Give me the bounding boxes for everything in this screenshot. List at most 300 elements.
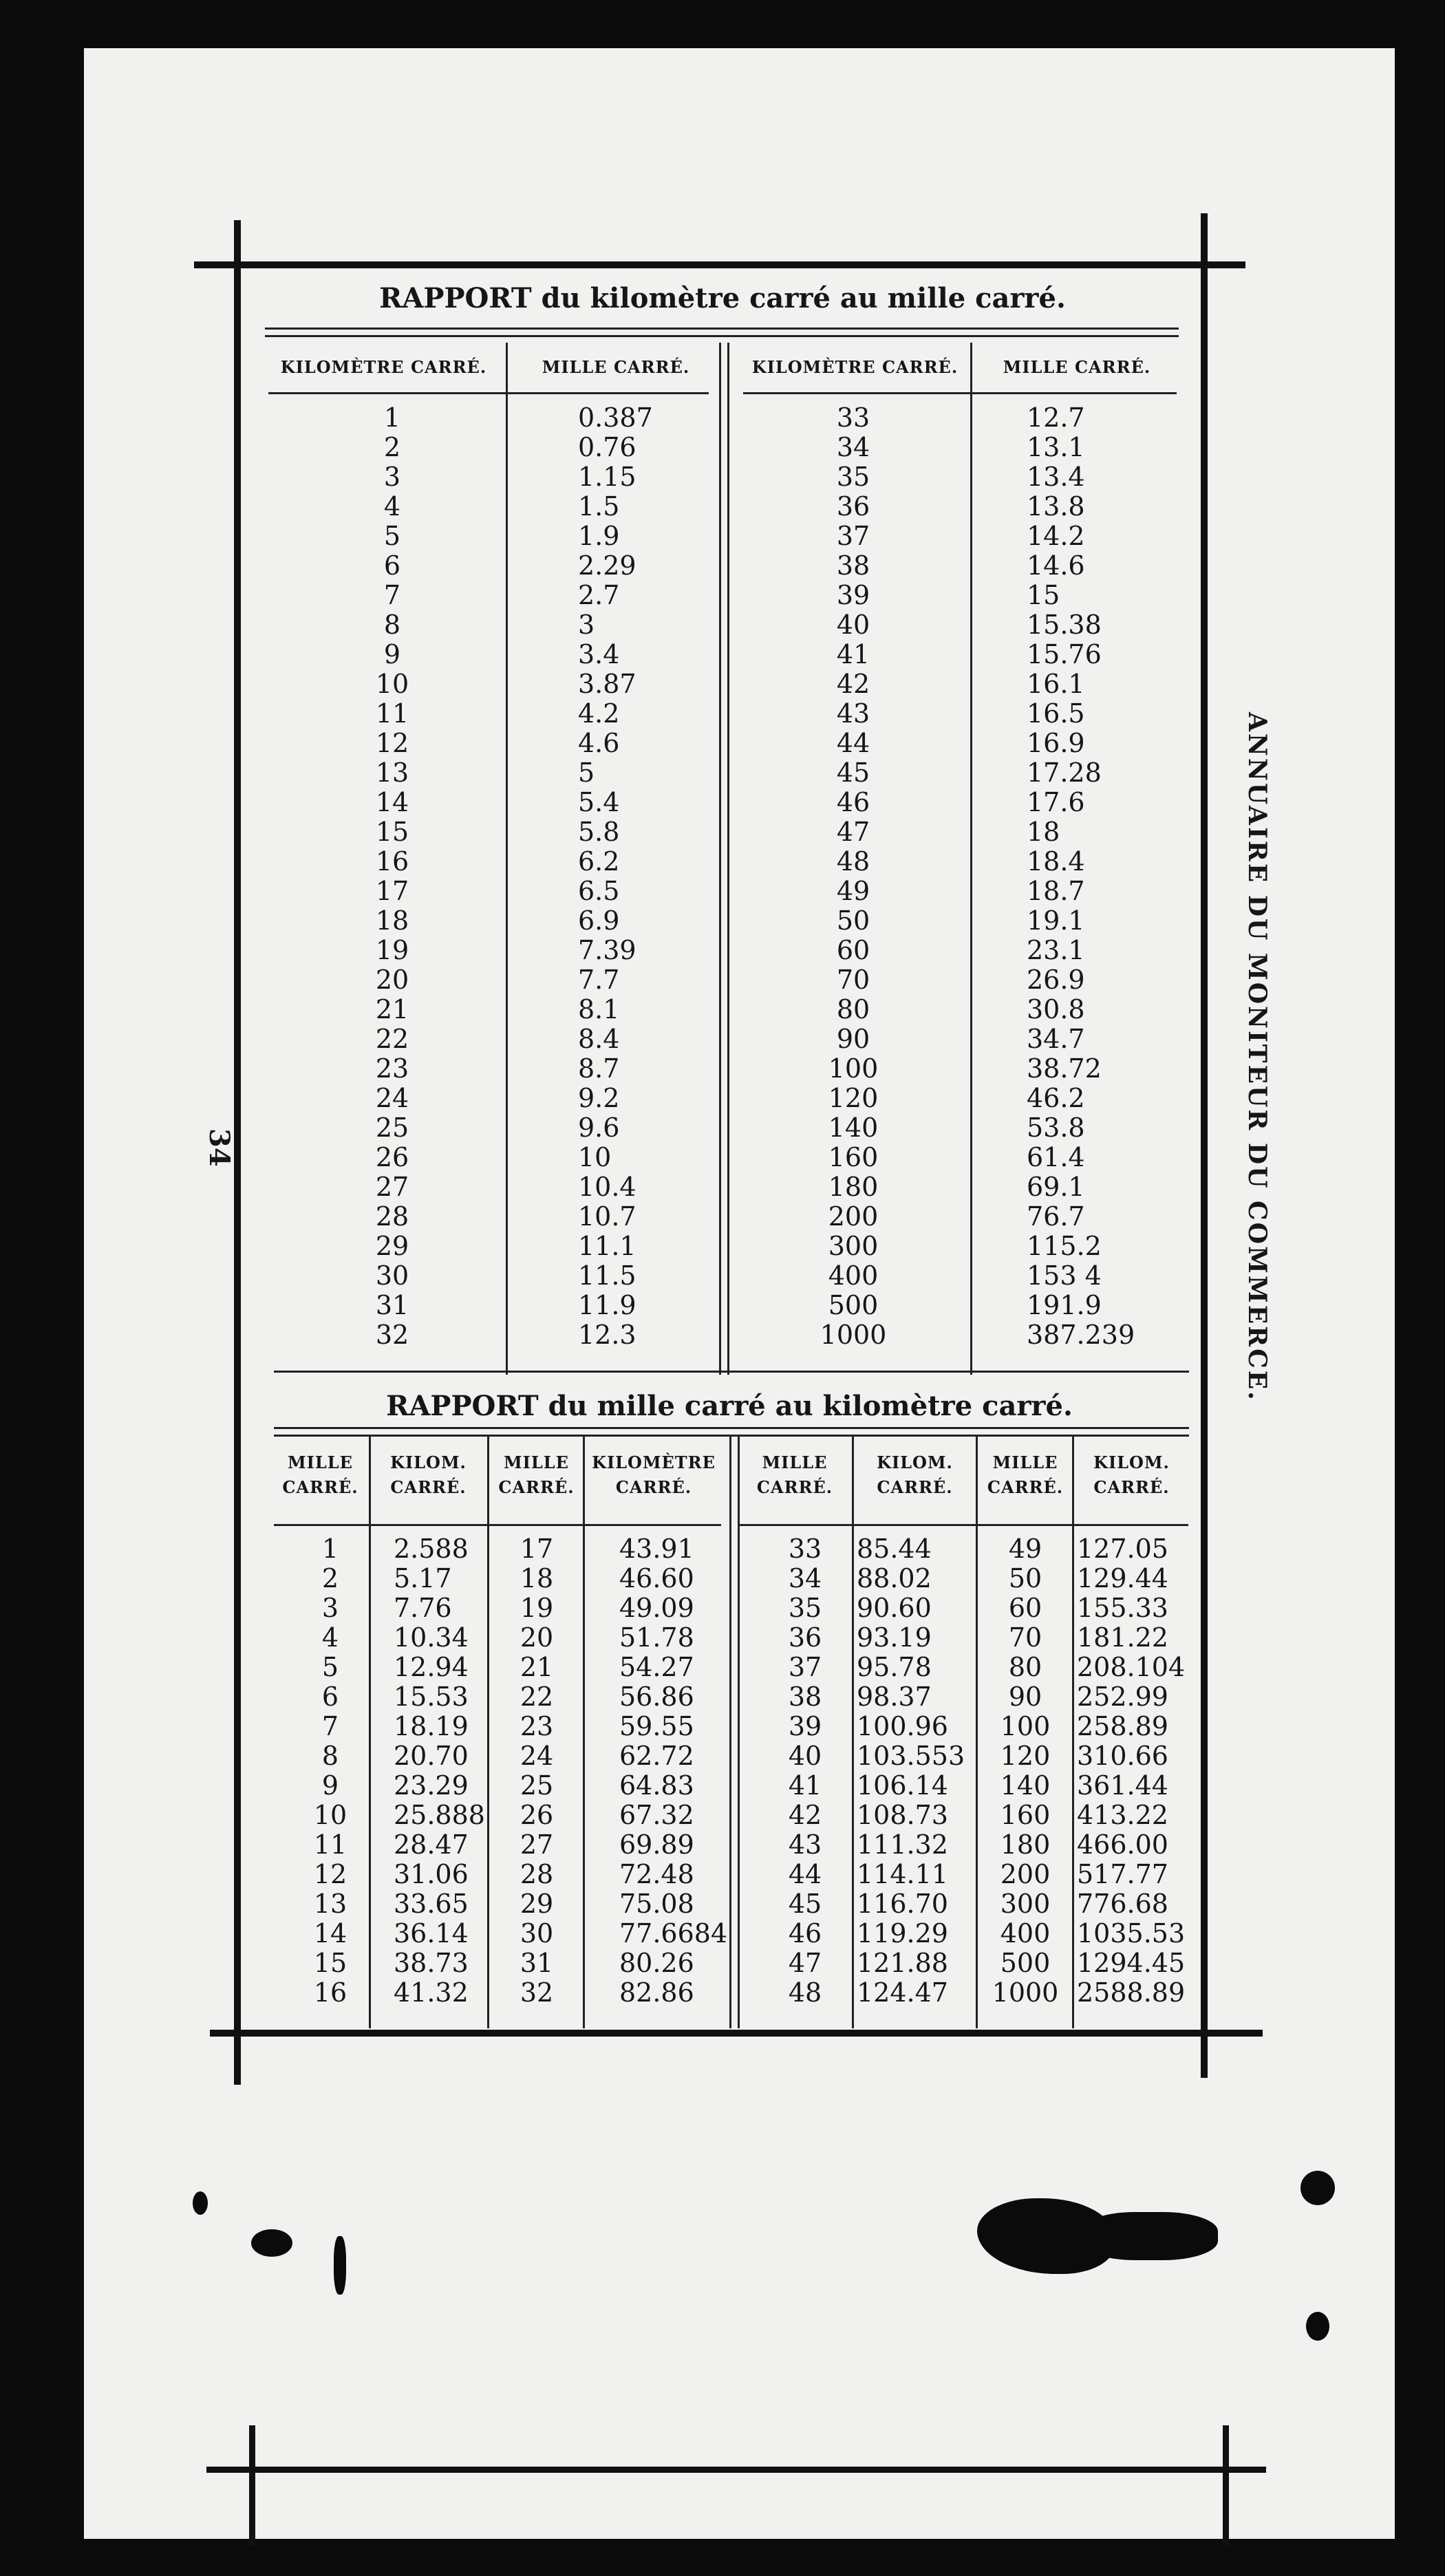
table1-cell: 4.6 [578,728,620,758]
table2-cell: 500 [1000,1948,1051,1978]
table2-cell: 4 [321,1622,339,1653]
table1-cell: 14.6 [1027,550,1085,581]
header-line: CARRÉ. [615,1477,692,1497]
table1-cell: 7 [383,580,401,610]
bottom-frame-rule [210,2030,1263,2037]
table2-cell: 400 [1000,1918,1051,1949]
table1-cell: 5.4 [578,787,620,817]
header-line: KILOM. [1093,1452,1170,1472]
table2-cell: 5 [321,1652,339,1682]
table2-header-mille-4 [977,1450,1073,1500]
table2-cell: 69.89 [619,1829,694,1860]
table2-header-mille [274,1450,367,1500]
table1-cell: 387.239 [1027,1320,1135,1350]
table2-cell: 120 [1000,1741,1051,1771]
table1-center-divider [727,343,729,1375]
table1-cell: 16.9 [1027,728,1085,758]
table1-bottom-rule [274,1371,1189,1373]
table1-cell: 18 [1027,817,1060,847]
table2-cell: 160 [1000,1800,1051,1830]
table1-cell: 15.76 [1027,639,1102,669]
table1-cell: 17.6 [1027,787,1085,817]
table1-cell: 47 [836,817,870,847]
table1-cell: 26.9 [1027,965,1085,995]
table2-cell: 67.32 [619,1800,694,1830]
table2-cell: 258.89 [1077,1711,1168,1741]
table1-cell: 6.5 [578,876,620,906]
table1-header-rule-right [743,392,1177,394]
table1-cell: 69.1 [1027,1172,1085,1202]
table1-cell: 5.8 [578,817,620,847]
table2-cell: 56.86 [619,1682,694,1712]
header-line: MILLE [762,1452,828,1472]
table2-cell: 10.34 [394,1622,469,1653]
table1-center-divider [719,343,721,1375]
table2-col-mille-3 [771,1534,839,2008]
table1-cell: 44 [836,728,870,758]
table2-cell: 3 [321,1593,339,1623]
table1-header-kilometre-carre-2: KILOMÈTRE CARRÉ. [751,357,959,377]
table2-cell: 51.78 [619,1622,694,1653]
table1-cell: 9.2 [578,1083,620,1113]
table1-cell: 70 [836,965,870,995]
table1-cell: 11.5 [578,1260,636,1291]
table2-col-divider [852,1437,854,2028]
table2-cell: 114.11 [857,1859,948,1889]
table1-cell: 4.2 [578,698,620,729]
document-page [84,48,1395,2539]
table1-cell: 22 [375,1024,409,1054]
table2-cell: 38 [788,1682,822,1712]
table1-cell: 13.4 [1027,462,1085,492]
table2-cell: 180 [1000,1829,1051,1860]
table2-cell: 49 [1008,1534,1042,1564]
table2-cell: 75.08 [619,1889,694,1919]
table2-cell: 43 [788,1829,822,1860]
table2-header-kilom-2 [855,1450,975,1500]
table1-cell: 13.8 [1027,491,1085,522]
table1-cell: 5 [383,521,401,551]
table2-cell: 517.77 [1077,1859,1168,1889]
table2-cell: 28 [520,1859,554,1889]
table1-cell: 4 [383,491,401,522]
table2-cell: 90.60 [857,1593,932,1623]
header-line: KILOM. [390,1452,467,1472]
table1-cell: 10.7 [578,1201,636,1232]
table1-cell: 46.2 [1027,1083,1085,1113]
table1-cell: 16.5 [1027,698,1085,729]
table1-cell: 12.3 [578,1320,636,1350]
table2-cell: 208.104 [1077,1652,1186,1682]
ink-blot [193,2191,208,2215]
header-line: CARRÉ. [756,1477,833,1497]
table2-col-kilometre [619,1534,728,2008]
table1-cell: 6 [383,550,401,581]
table1-cell: 10 [375,669,409,699]
table1-cell: 61.4 [1027,1142,1085,1172]
table1-cell: 32 [375,1320,409,1350]
table2-col-divider [1072,1437,1074,2028]
table1-cell: 100 [828,1053,879,1084]
table2-cell: 119.29 [857,1918,948,1949]
table2-cell: 46.60 [619,1563,694,1593]
table2-cell: 35 [788,1593,822,1623]
table2-col-mille-4 [981,1534,1070,2008]
table2-cell: 80 [1008,1652,1042,1682]
header-line: CARRÉ. [498,1477,575,1497]
table2-cell: 1000 [992,1977,1059,2008]
table1-cell: 115.2 [1027,1231,1102,1261]
table2-title: RAPPORT du mille carré au kilomètre carré. [386,1390,1073,1422]
table2-cell: 41 [788,1770,822,1801]
table1-cell: 6.2 [578,846,620,877]
table2-cell: 20.70 [394,1741,469,1771]
table1-cell: 500 [828,1290,879,1320]
ink-blot [1306,2312,1329,2341]
table2-cell: 90 [1008,1682,1042,1712]
table2-cell: 776.68 [1077,1889,1168,1919]
table2-header-rule-right [740,1524,1188,1526]
table1-cell: 140 [828,1113,879,1143]
table2-col-divider [583,1437,585,2028]
table2-cell: 88.02 [857,1563,932,1593]
table1-cell: 9 [383,639,401,669]
table2-cell: 121.88 [857,1948,948,1978]
table2-header-kilom [372,1450,485,1500]
page-number: 34 [203,1128,235,1167]
table2-cell: 77.6684 [619,1918,728,1949]
header-line: CARRÉ. [390,1477,467,1497]
lower-right-tick [1223,2425,1229,2546]
table2-cell: 44 [788,1859,822,1889]
table1-cell: 3.4 [578,639,620,669]
table1-cell: 29 [375,1231,409,1261]
table1-cell: 35 [836,462,870,492]
table1-cell: 46 [836,787,870,817]
table2-cell: 23.29 [394,1770,469,1801]
table2-cell: 25 [520,1770,554,1801]
table1-cell: 49 [836,876,870,906]
table1-cell: 26 [375,1142,409,1172]
table1-cell: 153 4 [1027,1260,1102,1291]
table2-cell: 59.55 [619,1711,694,1741]
table2-cell: 31.06 [394,1859,469,1889]
side-running-title: ANNUAIRE DU MONITEUR DU COMMERCE. [1243,712,1272,1402]
table2-cell: 310.66 [1077,1741,1168,1771]
table1-cell: 17.28 [1027,758,1102,788]
table1-cell: 19 [375,935,409,965]
table2-cell: 11 [313,1829,347,1860]
table2-cell: 36 [788,1622,822,1653]
ink-blot [334,2236,346,2295]
table1-cell: 9.6 [578,1113,620,1143]
ink-blot [251,2229,292,2257]
table2-cell: 45 [788,1889,822,1919]
table1-cell: 2.7 [578,580,620,610]
table1-cell: 41 [836,639,870,669]
table2-cell: 15 [313,1948,347,1978]
table2-cell: 93.19 [857,1622,932,1653]
table2-header-rule [274,1524,721,1526]
table2-cell: 29 [520,1889,554,1919]
table1-cell: 7.7 [578,965,620,995]
table1-cell: 11 [375,698,409,729]
table2-cell: 21 [520,1652,554,1682]
table1-cell: 3.87 [578,669,636,699]
table1-cell: 1.9 [578,521,620,551]
table2-cell: 7.76 [394,1593,452,1623]
table2-cell: 2588.89 [1077,1977,1186,2008]
table2-cell: 40 [788,1741,822,1771]
table2-cell: 20 [520,1622,554,1653]
table2-cell: 33.65 [394,1889,469,1919]
table2-cell: 49.09 [619,1593,694,1623]
table2-col-kilom [394,1534,483,2008]
table2-cell: 100 [1000,1711,1051,1741]
table2-cell: 19 [520,1593,554,1623]
lower-left-tick [249,2425,255,2546]
table1-cell: 80 [836,994,870,1024]
table1-col-mille [578,403,702,1350]
table1-cell: 19.1 [1027,905,1085,936]
table2-cell: 16 [313,1977,347,2008]
table1-cell: 5 [578,758,595,788]
table1-cell: 160 [828,1142,879,1172]
table2-cell: 24 [520,1741,554,1771]
table1-cell: 14.2 [1027,521,1085,551]
table1-cell: 37 [836,521,870,551]
table2-center-divider [729,1437,731,2028]
table1-cell: 23.1 [1027,935,1085,965]
table1-cell: 18 [375,905,409,936]
table1-cell: 16 [375,846,409,877]
table1-cell: 12 [375,728,409,758]
table2-cell: 12 [313,1859,347,1889]
table1-title: RAPPORT du kilomètre carré au mille carré. [379,282,1066,314]
table2-header-mille-2 [490,1450,583,1500]
table2-cell: 252.99 [1077,1682,1168,1712]
header-line: MILLE [288,1452,353,1472]
table2-cell: 17 [520,1534,554,1564]
table1-cell: 120 [828,1083,879,1113]
header-line: CARRÉ. [987,1477,1064,1497]
table1-cell: 0.387 [578,402,653,433]
table2-cell: 32 [520,1977,554,2008]
table2-cell: 82.86 [619,1977,694,2008]
table1-cell: 400 [828,1260,879,1291]
header-line: MILLE [504,1452,569,1472]
table2-cell: 116.70 [857,1889,948,1919]
table1-cell: 3 [578,610,595,640]
table1-cell: 76.7 [1027,1201,1085,1232]
table1-cell: 10 [578,1142,612,1172]
table2-cell: 6 [321,1682,339,1712]
table1-cell: 2.29 [578,550,636,581]
table1-cell: 10.4 [578,1172,636,1202]
table1-cell: 12.7 [1027,402,1085,433]
table2-cell: 111.32 [857,1829,948,1860]
top-frame-rule [194,261,1245,268]
table1-cell: 1 [383,402,401,433]
table1-col-divider [970,343,972,1375]
table2-cell: 37 [788,1652,822,1682]
table1-cell: 13 [375,758,409,788]
table2-cell: 46 [788,1918,822,1949]
table1-cell: 34 [836,432,870,462]
table1-cell: 1.15 [578,462,636,492]
table2-cell: 48 [788,1977,822,2008]
table2-cell: 54.27 [619,1652,694,1682]
table2-col-divider [369,1437,371,2028]
table1-cell: 7.39 [578,935,636,965]
table1-cell: 43 [836,698,870,729]
table2-cell: 85.44 [857,1534,932,1564]
table2-col-divider [487,1437,489,2028]
table2-cell: 47 [788,1948,822,1978]
table2-cell: 30 [520,1918,554,1949]
table1-header-mille-carre-2: MILLE CARRÉ. [1003,357,1151,377]
table2-cell: 5.17 [394,1563,452,1593]
table1-cell: 40 [836,610,870,640]
table2-cell: 106.14 [857,1770,948,1801]
table2-cell: 70 [1008,1622,1042,1653]
table1-header-kilometre-carre: KILOMÈTRE CARRÉ. [280,357,487,377]
table1-cell: 60 [836,935,870,965]
table1-col-mille-2 [1027,403,1171,1350]
table1-cell: 180 [828,1172,879,1202]
table2-cell: 27 [520,1829,554,1860]
table1-cell: 25 [375,1113,409,1143]
table1-cell: 18.7 [1027,876,1085,906]
table2-title-double-rule [274,1427,1189,1437]
table2-cell: 13 [313,1889,347,1919]
table1-cell: 48 [836,846,870,877]
table2-cell: 466.00 [1077,1829,1168,1860]
table2-cell: 413.22 [1077,1800,1168,1830]
table1-cell: 8.1 [578,994,620,1024]
table2-cell: 181.22 [1077,1622,1168,1653]
table2-cell: 2.588 [394,1534,469,1564]
table1-cell: 11.9 [578,1290,636,1320]
table1-cell: 0.76 [578,432,636,462]
table2-cell: 12.94 [394,1652,469,1682]
table2-cell: 127.05 [1077,1534,1168,1564]
table1-cell: 42 [836,669,870,699]
table2-cell: 124.47 [857,1977,948,2008]
table2-cell: 361.44 [1077,1770,1168,1801]
table1-cell: 30.8 [1027,994,1085,1024]
table1-cell: 191.9 [1027,1290,1102,1320]
table1-cell: 38.72 [1027,1053,1102,1084]
table2-cell: 1 [321,1534,339,1564]
table1-cell: 1.5 [578,491,620,522]
header-line: CARRÉ. [282,1477,358,1497]
table2-cell: 41.32 [394,1977,469,2008]
table1-cell: 15 [1027,580,1060,610]
table1-header-rule [268,392,709,394]
table2-cell: 33 [788,1534,822,1564]
table2-cell: 9 [321,1770,339,1801]
table2-cell: 18.19 [394,1711,469,1741]
table1-title-double-rule [265,328,1179,337]
table1-cell: 15.38 [1027,610,1102,640]
table2-cell: 26 [520,1800,554,1830]
table2-cell: 60 [1008,1593,1042,1623]
table1-cell: 1000 [820,1320,887,1350]
table1-cell: 14 [375,787,409,817]
table1-cell: 36 [836,491,870,522]
table2-cell: 108.73 [857,1800,948,1830]
table2-cell: 39 [788,1711,822,1741]
table1-cell: 39 [836,580,870,610]
table1-cell: 23 [375,1053,409,1084]
table1-cell: 17 [375,876,409,906]
table2-cell: 80.26 [619,1948,694,1978]
table1-cell: 2 [383,432,401,462]
table1-cell: 45 [836,758,870,788]
table1-cell: 27 [375,1172,409,1202]
table1-cell: 33 [836,402,870,433]
header-line: KILOMÈTRE [592,1452,716,1472]
table2-cell: 72.48 [619,1859,694,1889]
table1-cell: 6.9 [578,905,620,936]
table2-cell: 8 [321,1741,339,1771]
table2-cell: 1035.53 [1077,1918,1186,1949]
right-frame-rule [1201,213,1208,2078]
table2-header-mille-3 [740,1450,850,1500]
table2-cell: 129.44 [1077,1563,1168,1593]
table2-cell: 95.78 [857,1652,932,1682]
table1-cell: 90 [836,1024,870,1054]
table1-cell: 31 [375,1290,409,1320]
table2-cell: 200 [1000,1859,1051,1889]
table1-cell: 53.8 [1027,1113,1085,1143]
table1-cell: 15 [375,817,409,847]
table2-cell: 14 [313,1918,347,1949]
table2-cell: 15.53 [394,1682,469,1712]
ink-blot [1300,2171,1335,2205]
table1-cell: 3 [383,462,401,492]
lower-frame-rule [206,2467,1266,2473]
table1-cell: 20 [375,965,409,995]
table2-center-divider [738,1437,740,2028]
table2-cell: 140 [1000,1770,1051,1801]
table2-cell: 300 [1000,1889,1051,1919]
header-line: MILLE [992,1452,1058,1472]
table2-header-kilometre [585,1450,722,1500]
table2-cell: 1294.45 [1077,1948,1186,1978]
table1-cell: 24 [375,1083,409,1113]
table1-cell: 8.7 [578,1053,620,1084]
table1-cell: 34.7 [1027,1024,1085,1054]
ink-blot [1080,2212,1218,2260]
table1-cell: 16.1 [1027,669,1085,699]
table2-col-divider [976,1437,978,2028]
table1-cell: 8 [383,610,401,640]
table2-cell: 64.83 [619,1770,694,1801]
table1-cell: 21 [375,994,409,1024]
table2-cell: 2 [321,1563,339,1593]
table2-cell: 42 [788,1800,822,1830]
table2-cell: 50 [1008,1563,1042,1593]
table2-cell: 98.37 [857,1682,932,1712]
table2-cell: 34 [788,1563,822,1593]
table2-col-kilom-3 [1077,1534,1187,2008]
table1-cell: 38 [836,550,870,581]
table2-cell: 43.91 [619,1534,694,1564]
table1-cell: 8.4 [578,1024,620,1054]
table2-cell: 38.73 [394,1948,469,1978]
